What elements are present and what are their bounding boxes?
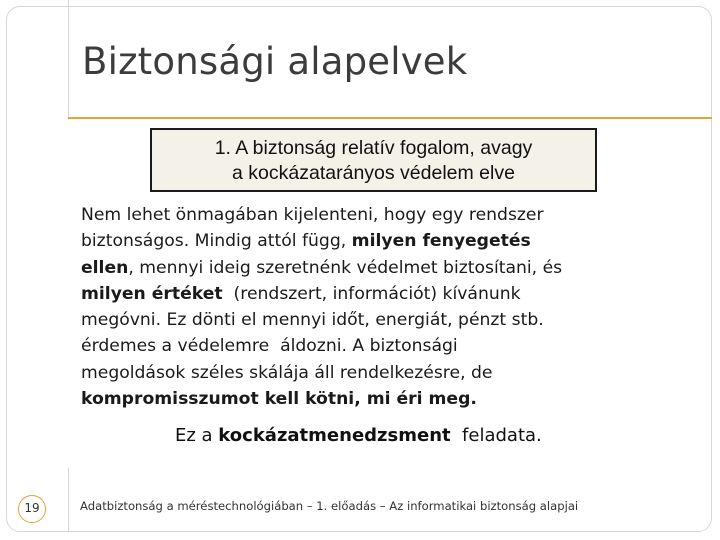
body-line-7: megoldások széles skálája áll rendelkezésre, de [81,362,493,383]
conclusion-emphasis: kockázatmenedzsment [218,425,451,446]
body-paragraph [81,202,681,412]
body-line-1: Nem lehet önmagában kijelenteni, hogy egy rendszer [81,205,544,225]
footer-divider [68,468,69,532]
slide-title: Biztonsági alapelvek [82,40,468,83]
callout-line-1: 1. A biztonság relatív fogalom, avagy [214,137,533,159]
body-line-5: megóvni. Ez dönti el mennyi időt, energiát, pénzt stb. [81,310,544,331]
conclusion-pre: Ez a [175,425,219,446]
page-number-badge: 19 [18,495,46,523]
conclusion-post: feladata. [450,425,542,446]
body-line-3 [81,255,681,281]
body-line-2-emphasis: milyen fenyegetés [351,231,531,252]
body-line-4 [81,281,681,307]
body-line-2 [81,228,681,254]
body-line-8-emphasis: kompromisszumot kell kötni, mi éri meg. [81,389,477,410]
body-line-2-text: biztonságos. Mindig attól függ, [81,231,352,252]
body-line-6: érdemes a védelemre áldozni. A biztonsági [81,336,458,357]
title-left-rule [68,0,69,118]
body-line-4-emphasis: milyen értéket [81,283,223,304]
body-line-8 [81,386,681,412]
body-line-3-emphasis: ellen [81,257,129,278]
conclusion-line [175,425,542,446]
callout-line-2: a kockázatarányos védelem elve [232,162,515,184]
title-underline [68,117,712,119]
body-line-4-text: (rendszert, információt) kívánunk [222,283,521,304]
principle-callout-box [150,128,597,192]
body-line-3-text: , mennyi ideig szeretnénk védelmet biztosítani, és [128,257,563,278]
slide-footer: Adatbiztonság a méréstechnológiában – 1. előadás – Az informatikai biztonság alapjai [80,499,579,513]
